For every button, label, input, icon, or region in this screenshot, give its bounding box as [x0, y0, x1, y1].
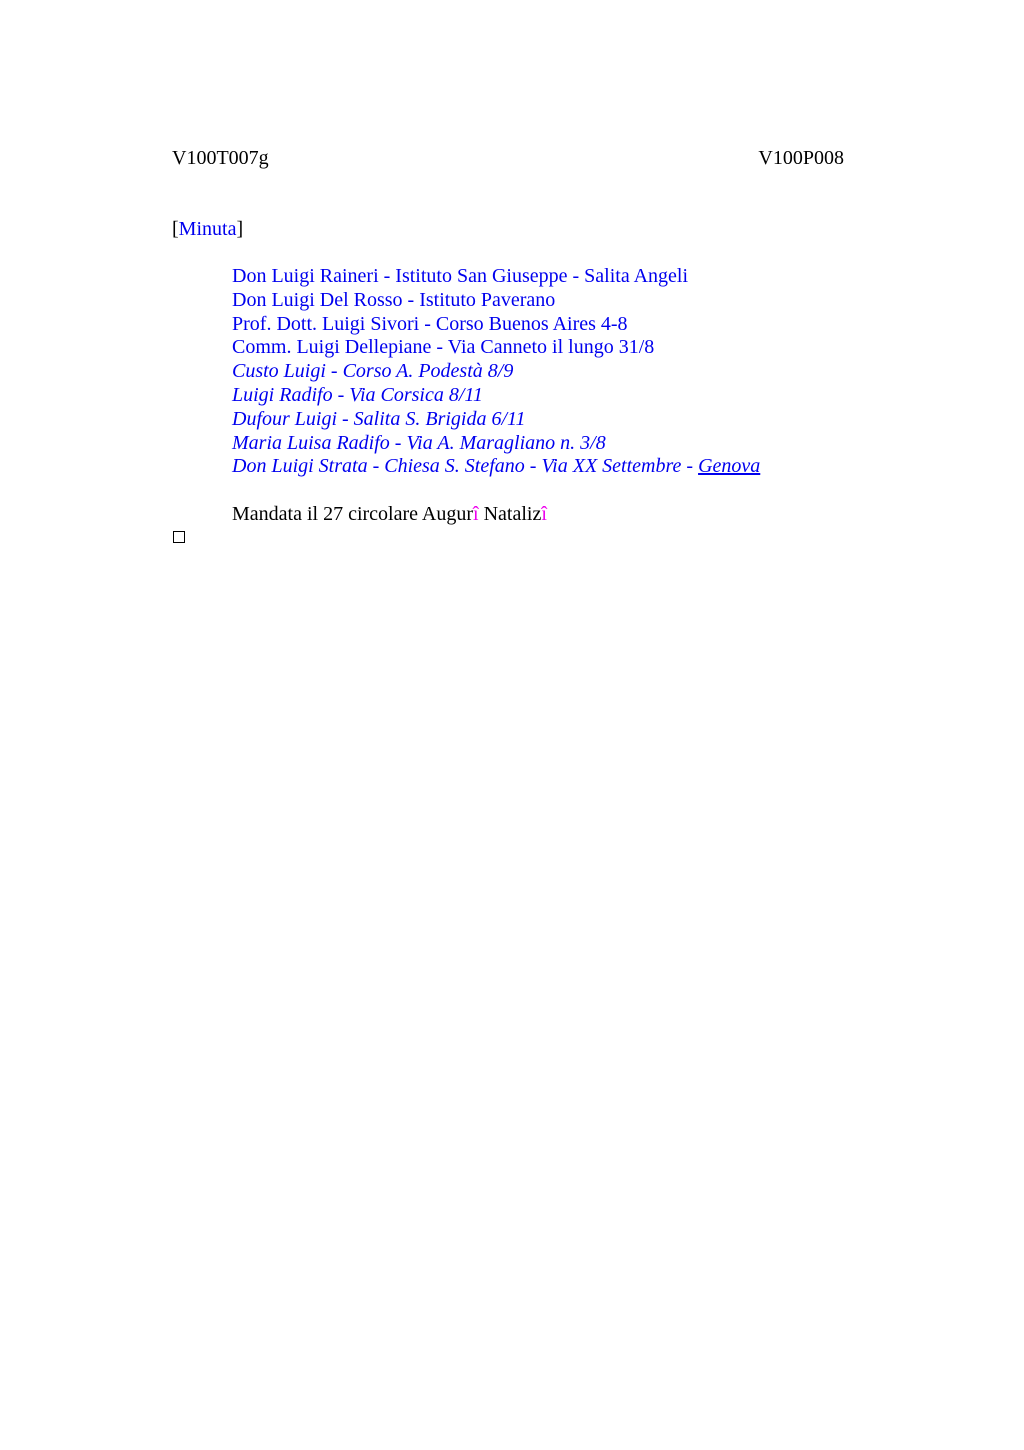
document-code-right: V100P008 — [758, 147, 844, 169]
address-item: Custo Luigi - Corso A. Podestà 8/9 — [232, 360, 514, 383]
address-list — [232, 265, 760, 479]
note-text-2: Nataliz — [478, 503, 542, 525]
address-item-last — [232, 455, 760, 479]
minuta-heading — [172, 217, 243, 241]
note-mark-2: î — [541, 503, 547, 525]
checkbox-square-icon — [173, 531, 185, 543]
open-bracket: [ — [172, 218, 179, 240]
document-code-left: V100T007g — [172, 147, 269, 169]
address-item: Luigi Radifo - Via Corsica 8/11 — [232, 383, 483, 406]
close-bracket: ] — [236, 218, 244, 240]
address-item: Prof. Dott. Luigi Sivori - Corso Buenos Aires 4-8 — [232, 312, 628, 335]
city-genova: Genova — [698, 455, 761, 478]
address-text: Don Luigi Strata - Chiesa S. Stefano - Via XX Settembre - — [232, 455, 699, 478]
address-item: Don Luigi Del Rosso - Istituto Paverano — [232, 288, 556, 311]
minuta-label: Minuta — [178, 218, 237, 240]
address-item: Dufour Luigi - Salita S. Brigida 6/11 — [232, 407, 526, 430]
note-text-1: Mandata il 27 circolare Augur — [232, 503, 474, 525]
address-item: Maria Luisa Radifo - Via A. Maragliano n. 3/8 — [232, 431, 606, 454]
address-item: Don Luigi Raineri - Istituto San Giuseppe - Salita Angeli — [232, 265, 689, 287]
note-mark-1: î — [473, 503, 479, 525]
address-item: Comm. Luigi Dellepiane - Via Canneto il lungo 31/8 — [232, 336, 655, 359]
mailing-note — [232, 502, 547, 526]
